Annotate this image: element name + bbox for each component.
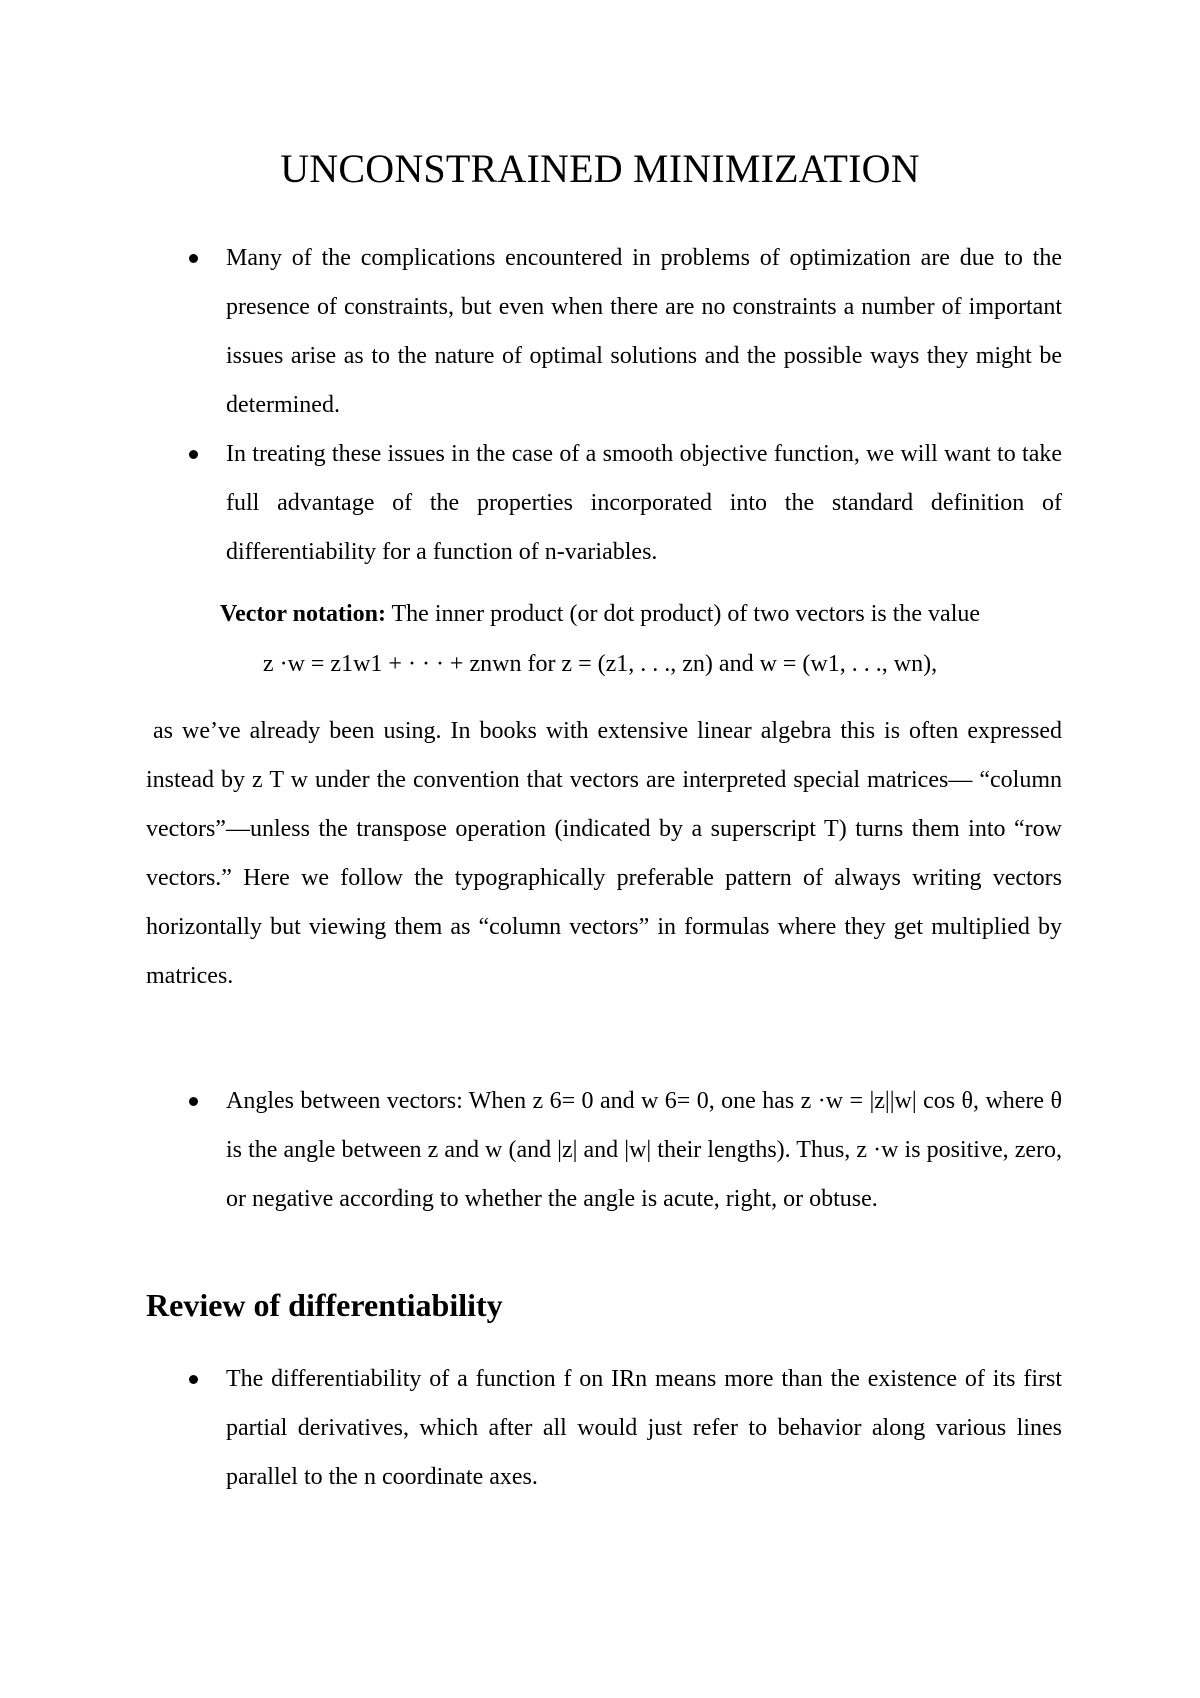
bullet-icon (186, 1077, 196, 1126)
list-item (186, 234, 1062, 430)
list-item (186, 1355, 1062, 1502)
intro-bullet-list (186, 234, 1062, 577)
angles-bullet-list (186, 1077, 1062, 1224)
vector-notation-text: The inner product (or dot product) of two vectors is the value (385, 601, 981, 627)
list-item (186, 430, 1062, 577)
review-bullet-list (186, 1355, 1062, 1502)
bullet-text: Angles between vectors: When z 6= 0 and w 6= 0, one has z ·w = |z||w| cos θ, where θ is the angle between z and w (and |z| and |w| their lengths). Thus, z ·w is positive, zero, or negative according to whether the angle is acute, right, or obtuse. (226, 1088, 1062, 1212)
bullet-icon (186, 430, 196, 479)
section-heading: Review of differentiability (146, 1287, 503, 1323)
list-item (186, 1077, 1062, 1224)
vector-notation-intro (0, 594, 1200, 634)
vector-notation-label: Vector notation: (219, 601, 386, 627)
inner-product-formula: z ·w = z1w1 + · · · + znwn for z = (z1, . . ., zn) and w = (w1, . . ., wn), (262, 651, 938, 677)
vector-notation-paragraph: as we’ve already been using. In books with extensive linear algebra this is often expressed instead by z T w under the convention that vectors are interpreted special matrices— “column vectors”—unless the transpose operation (indicated by a superscript T) turns them into “row vectors.” Here we follow the typographically preferable pattern of always writing vectors horizontally but viewing them as “column vectors” in formulas where they get multiplied by matrices. (146, 718, 1062, 989)
bullet-icon (186, 1355, 196, 1404)
bullet-text: The differentiability of a function f on IRn means more than the existence of its first partial derivatives, which after all would just refer to behavior along various lines parallel to the n coordinate axes. (226, 1366, 1062, 1490)
page-title: UNCONSTRAINED MINIMIZATION (280, 146, 920, 191)
bullet-text: In treating these issues in the case of a smooth objective function, we will want to take full advantage of the properties incorporated into the standard definition of differentiability for a function of n-variables. (226, 441, 1062, 565)
bullet-icon (186, 234, 196, 283)
bullet-text: Many of the complications encountered in problems of optimization are due to the presence of constraints, but even when there are no constraints a number of important issues arise as to the nature of optimal solutions and the possible ways they might be determined. (226, 245, 1062, 418)
